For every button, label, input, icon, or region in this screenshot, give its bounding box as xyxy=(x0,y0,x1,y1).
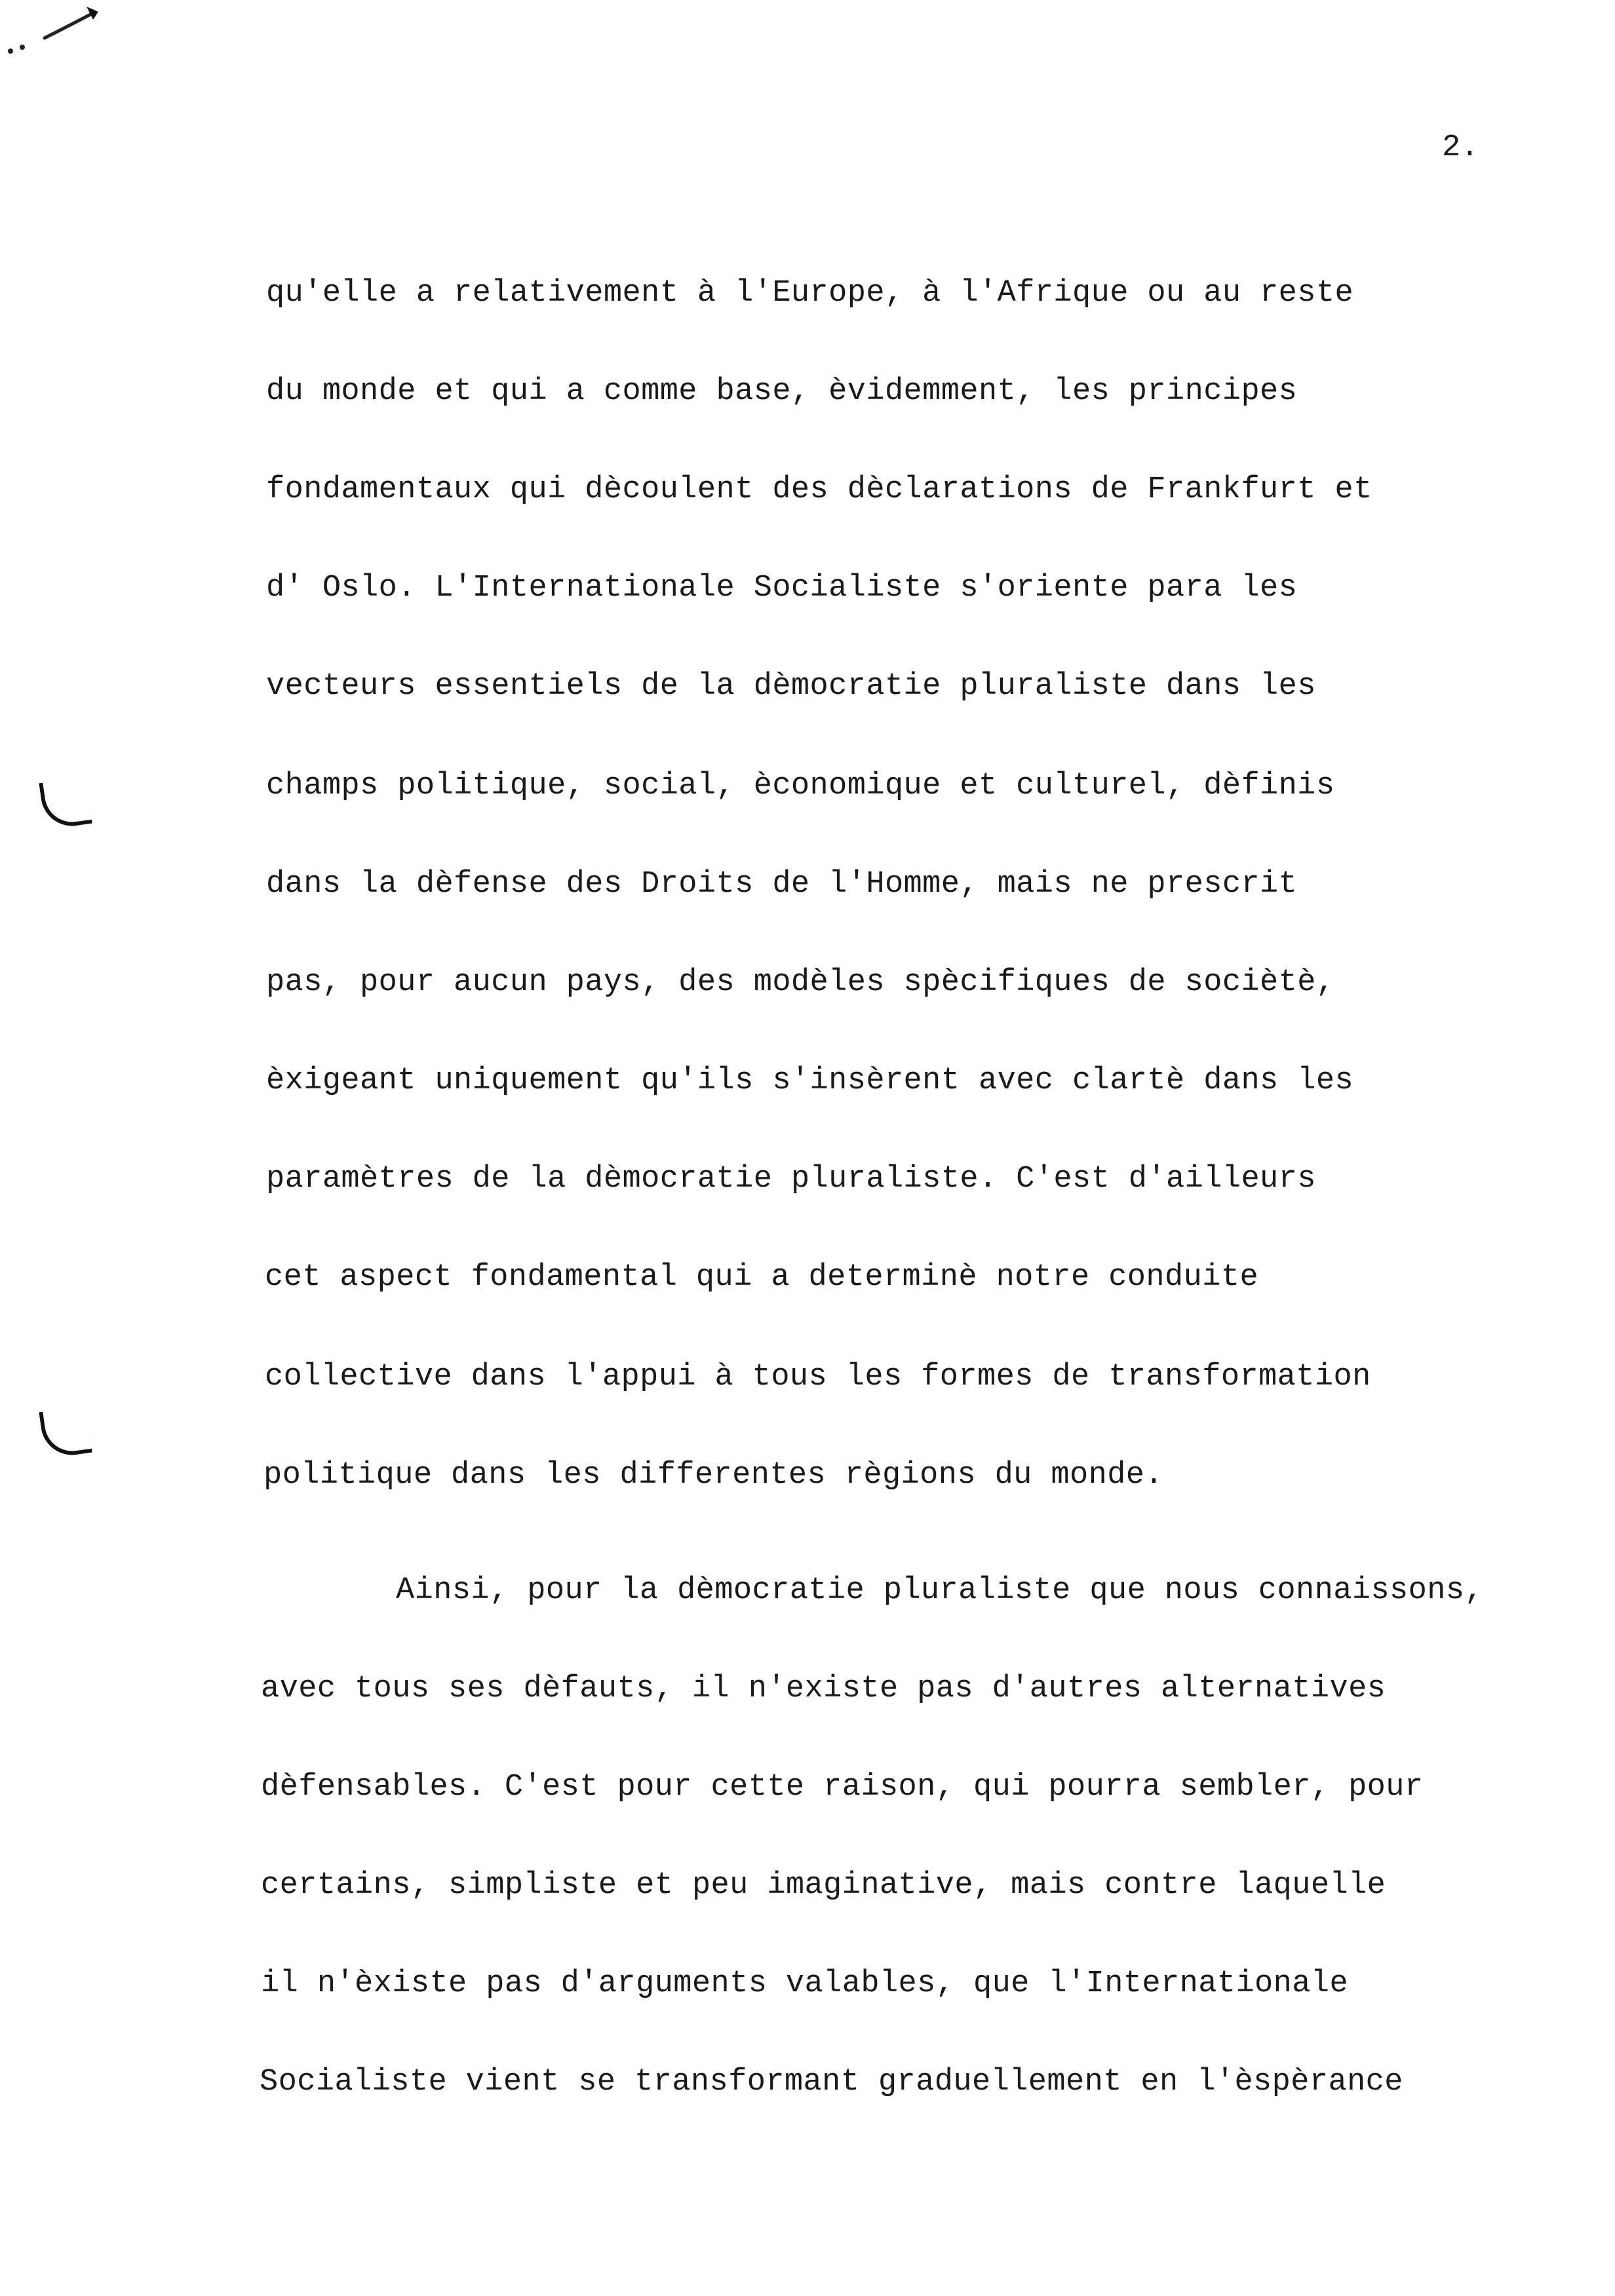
text-line: du monde et qui a comme base, èvidemment, les principes xyxy=(266,374,1298,409)
punch-hole-mark-top xyxy=(39,776,92,830)
punch-hole-mark-bottom xyxy=(39,1406,92,1459)
text-line: pas, pour aucun pays, des modèles spècifiques de sociètè, xyxy=(266,965,1335,1000)
text-line: èxigeant uniquement qu'ils s'insèrent avec clartè dans les xyxy=(266,1063,1354,1098)
text-line: champs politique, social, èconomique et culturel, dèfinis xyxy=(266,769,1335,803)
text-line: avec tous ses dèfauts, il n'existe pas d'autres alternatives xyxy=(261,1672,1386,1706)
text-line: cet aspect fondamental qui a determinè notre conduite xyxy=(265,1260,1259,1295)
text-line: Ainsi, pour la dèmocratie pluraliste que nous connaissons, xyxy=(396,1573,1484,1608)
text-line: qu'elle a relativement à l'Europe, à l'Afrique ou au reste xyxy=(266,276,1354,311)
text-line: Socialiste vient se transformant graduellement en l'èspèrance xyxy=(260,2065,1403,2099)
text-line: paramètres de la dèmocratie pluraliste. C'est d'ailleurs xyxy=(266,1162,1316,1196)
page-number: 2. xyxy=(1442,130,1479,165)
text-line: certains, simpliste et peu imaginative, mais contre laquelle xyxy=(261,1868,1386,1903)
text-line: dèfensables. C'est pour cette raison, qui pourra sembler, pour xyxy=(261,1770,1424,1805)
text-line: d' Oslo. L'Internationale Socialiste s'oriente para les xyxy=(266,571,1298,605)
text-line: il n'èxiste pas d'arguments valables, que l'Internationale xyxy=(261,1966,1349,2001)
text-line: dans la dèfense des Droits de l'Homme, mais ne prescrit xyxy=(266,867,1298,902)
text-line: fondamentaux qui dècoulent des dèclarations de Frankfurt et xyxy=(266,472,1372,507)
text-line: collective dans l'appui à tous les formes de transformation xyxy=(265,1360,1371,1394)
scan-mark-icon xyxy=(0,0,131,72)
text-line: vecteurs essentiels de la dèmocratie pluraliste dans les xyxy=(266,669,1316,704)
text-line: politique dans les differentes règions du monde. xyxy=(263,1458,1164,1493)
